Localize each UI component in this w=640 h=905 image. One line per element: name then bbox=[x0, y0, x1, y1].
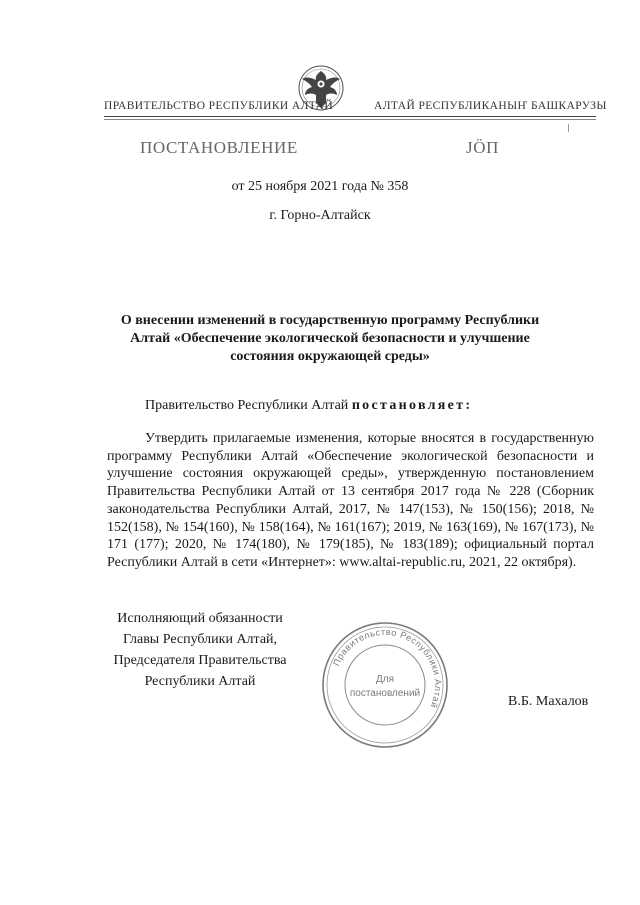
title-line: Алтай «Обеспечение экологической безопасности и улучшение bbox=[130, 331, 530, 346]
government-name-alt: АЛТАЙ РЕСПУБЛИКАНЫҤ БАШКАРУЗЫ bbox=[374, 100, 607, 112]
signatory-line: Председателя Правительства bbox=[113, 653, 287, 668]
scan-mark bbox=[568, 124, 569, 132]
title-line: состояния окружающей среды» bbox=[230, 349, 430, 364]
signatory-line: Исполняющий обязанности bbox=[117, 611, 283, 626]
decree-title bbox=[100, 312, 560, 366]
seal-ring-text: Правительство Республики Алтай bbox=[331, 626, 444, 710]
decree-lead bbox=[145, 398, 472, 414]
government-name-ru: ПРАВИТЕЛЬСТВО РЕСПУБЛИКИ АЛТАЙ bbox=[104, 100, 334, 112]
doc-type-alt: ЈӦП bbox=[466, 138, 499, 157]
signatory-line: Республики Алтай bbox=[144, 674, 256, 689]
signatory-name: В.Б. Махалов bbox=[508, 694, 589, 709]
decree-date: от 25 ноября 2021 года № 358 bbox=[231, 179, 409, 194]
title-line: О внесении изменений в государственную программу Республики bbox=[120, 313, 540, 328]
lead-prefix: Правительство Республики Алтай bbox=[145, 398, 352, 413]
seal-center-bottom: постановлений bbox=[349, 688, 421, 699]
decree-city: г. Горно-Алтайск bbox=[269, 208, 371, 223]
official-seal bbox=[318, 618, 452, 752]
decree-body: Утвердить прилагаемые изменения, которые вносятся в государственную программу Республики Алтай «Обеспечение экологической безопасности и улучшение состояния окружающей среды», утвержденную постановлением Правительства Республики Алтай от 13 сентября 2017 года № 228 (Сборник законодательства Республики Алтай, 2017, № 147(153), № 150(156); 2018, № 152(158), № 154(160), № 158(164), № 161(167); 2019, № 163(169), № 167(173), № 171 (177); 2020, № 174(180), № 179(185), № 183(189); официальный портал Республики Алтай в сети «Интернет»: www.altai-republic.ru, 2021, 22 октября). bbox=[107, 431, 594, 570]
seal-center-top: Для bbox=[375, 674, 395, 685]
signatory-line: Главы Республики Алтай, bbox=[122, 632, 278, 647]
signatory-position bbox=[90, 608, 310, 692]
header-rule-bottom bbox=[104, 119, 596, 120]
lead-emphasis: постановляет: bbox=[351, 398, 473, 413]
doc-type-ru: ПОСТАНОВЛЕНИЕ bbox=[140, 138, 298, 157]
header-rule-top bbox=[104, 116, 596, 117]
